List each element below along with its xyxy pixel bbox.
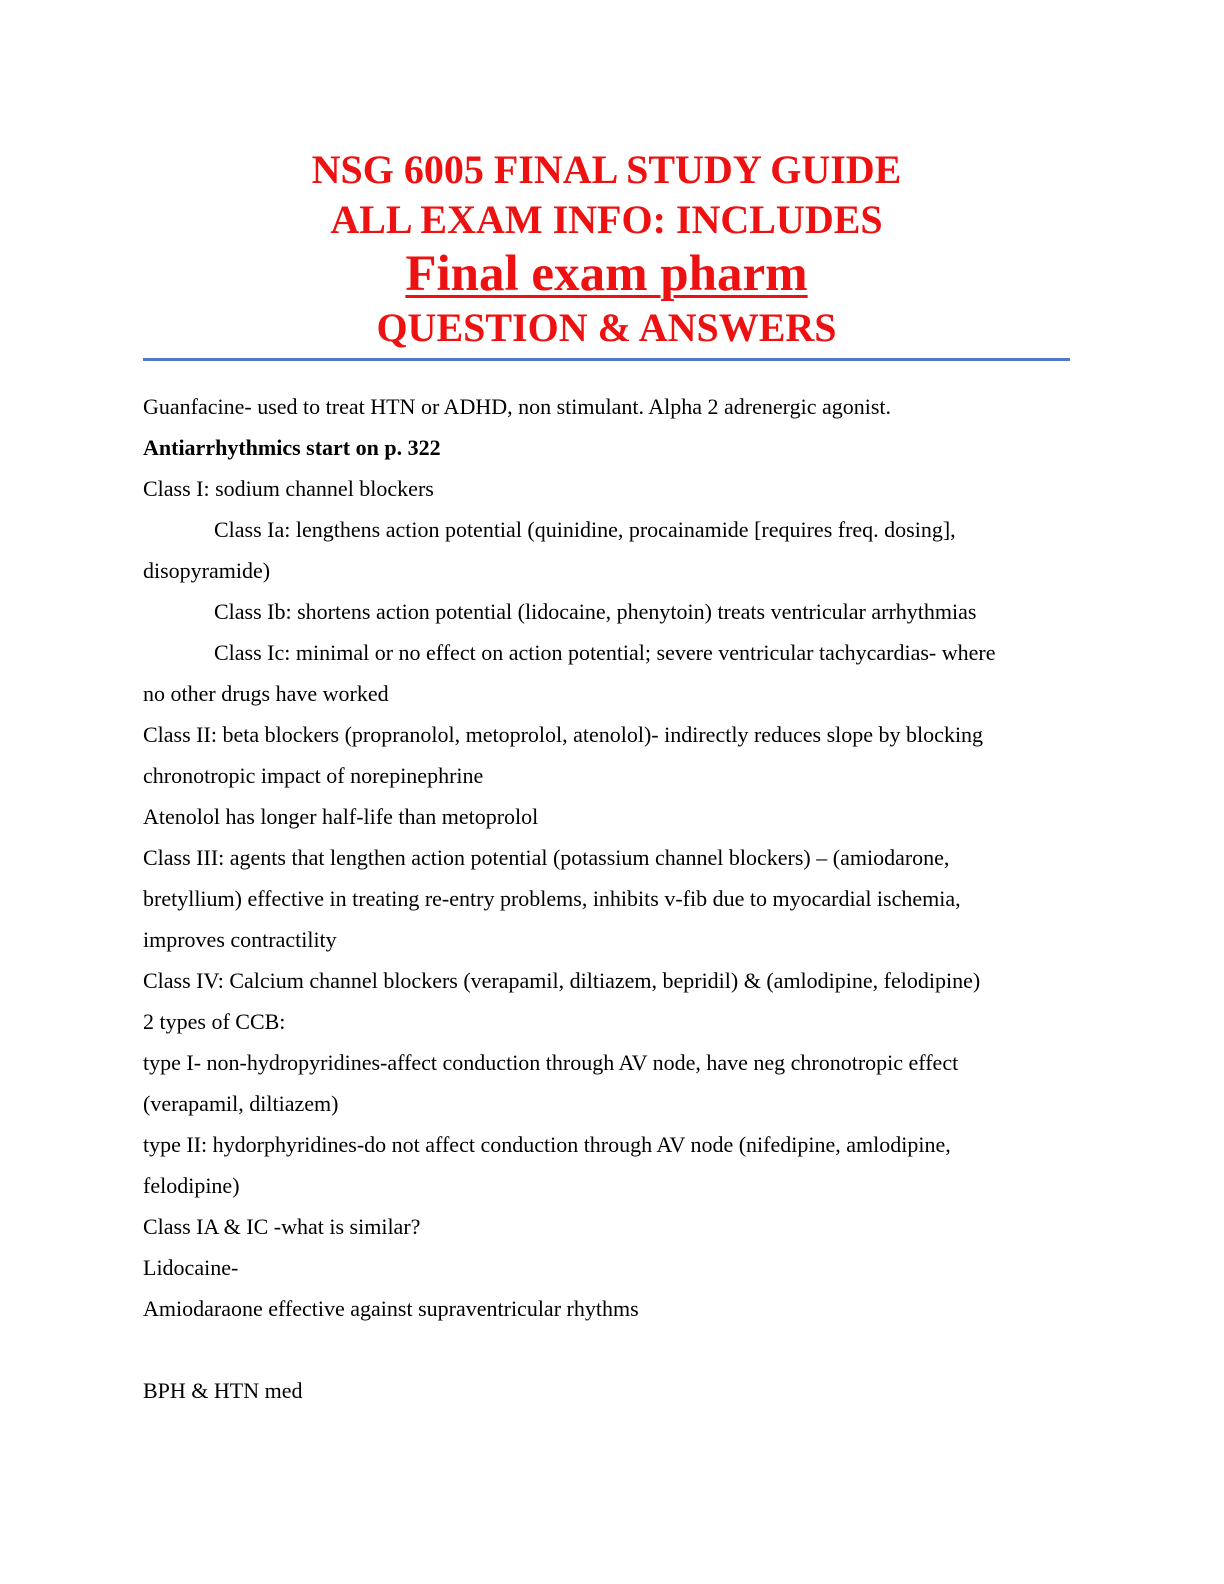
text-line: Guanfacine- used to treat HTN or ADHD, non stimulant. Alpha 2 adrenergic agonist. — [143, 394, 892, 419]
text-line: (verapamil, diltiazem) — [143, 1091, 339, 1116]
text-line: Class I: sodium channel blockers — [143, 476, 434, 501]
text-line: felodipine) — [143, 1173, 240, 1198]
text-line: Class III: agents that lengthen action potential (potassium channel blockers) – (amiodarone, — [143, 845, 950, 870]
title-line-4: QUESTION & ANSWERS — [376, 305, 837, 350]
text-line: improves contractility — [143, 927, 337, 952]
document-title — [143, 145, 1070, 353]
text-line: type I- non-hydropyridines-affect conduction through AV node, have neg chronotropic effect — [143, 1050, 959, 1075]
text-line: Class II: beta blockers (propranolol, metoprolol, atenolol)- indirectly reduces slope by blocking — [143, 722, 984, 747]
text-line: Lidocaine- — [143, 1255, 239, 1280]
title-divider — [143, 358, 1070, 361]
text-line: chronotropic impact of norepinephrine — [143, 763, 484, 788]
text-line: Class Ic: minimal or no effect on action potential; severe ventricular tachycardias- where — [214, 640, 996, 665]
document-body — [143, 386, 1073, 1411]
text-line: disopyramide) — [143, 558, 271, 583]
text-line: Class Ia: lengthens action potential (quinidine, procainamide [requires freq. dosing], — [214, 517, 956, 542]
text-line: bretyllium) effective in treating re-entry problems, inhibits v-fib due to myocardial ischemia, — [143, 886, 961, 911]
text-line: type II: hydorphyridines-do not affect conduction through AV node (nifedipine, amlodipine, — [143, 1132, 951, 1157]
text-line: Class IA & IC -what is similar? — [143, 1214, 421, 1239]
title-line-2: ALL EXAM INFO: INCLUDES — [330, 197, 883, 242]
text-line: Amiodaraone effective against supraventricular rhythms — [143, 1296, 639, 1321]
title-line-1: NSG 6005 FINAL STUDY GUIDE — [311, 147, 902, 192]
title-line-3: Final exam pharm — [405, 246, 808, 302]
blank-line — [143, 1329, 1073, 1370]
text-line: no other drugs have worked — [143, 681, 389, 706]
text-line: BPH & HTN med — [143, 1378, 303, 1403]
text-line: 2 types of CCB: — [143, 1009, 286, 1034]
section-heading: Antiarrhythmics start on p. 322 — [143, 435, 441, 460]
text-line: Class Ib: shortens action potential (lidocaine, phenytoin) treats ventricular arrhythmias — [214, 599, 977, 624]
text-line: Class IV: Calcium channel blockers (verapamil, diltiazem, bepridil) & (amlodipine, felodipine) — [143, 968, 981, 993]
text-line: Atenolol has longer half-life than metoprolol — [143, 804, 539, 829]
